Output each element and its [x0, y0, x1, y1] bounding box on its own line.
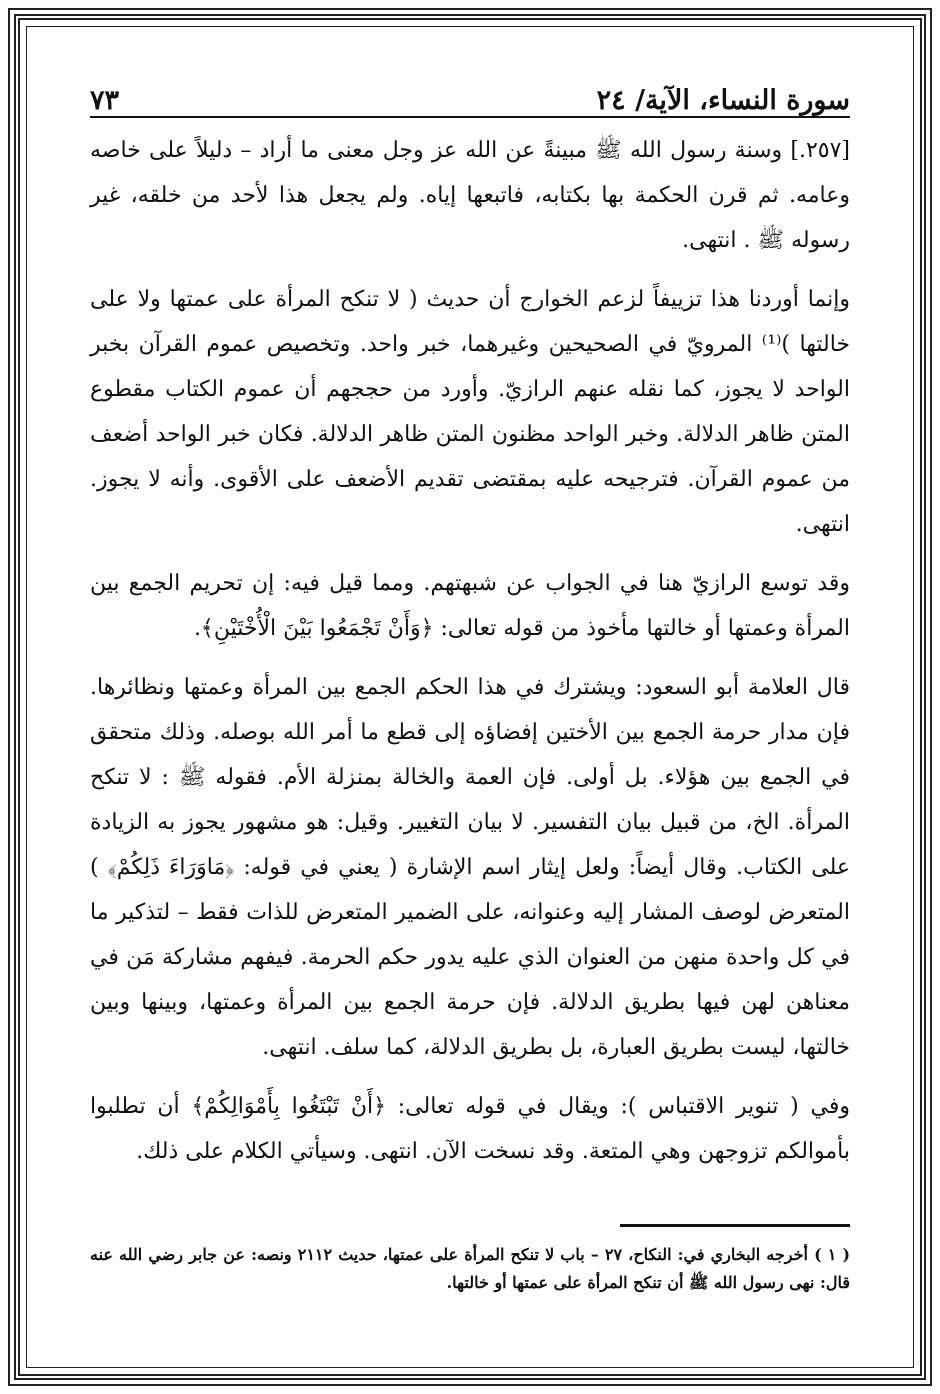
running-title: سورة النساء، الآية/ ٢٤	[596, 85, 850, 116]
paragraph-abu-saud: قال العلامة أبو السعود: ويشترك في هذا الحكم الجمع بين المرأة وعمتها ونظائرها. فإن مدار حرمة الجمع بين الأختين إفضاؤه إلى قطع ما أمر الله بوصله. وذلك متحقق في الجمع بين هؤلاء. بل أولى. فإن العمة والخالة بمنزلة الأم. فقوله ﷺ : لا تنكح المرأة. الخ، من قبيل بيان التفسير. لا بيان التغيير. وقيل: هو مشهور يجوز به الزيادة على الكتاب. وقال أيضاً: ولعل إيثار اسم الإشارة ( يعني في قوله: ﴿مَاوَرَاءَ ذَلِكُمْ﴾ ) المتعرض لوصف المشار إليه وعنوانه، على الضمير المتعرض للذات فقط – لتذكير ما في كل واحدة منهن من العنوان الذي عليه يدور حكم الحرمة. فيفهم مشاركة مَن في معناهن لهن فيها بطريق الدلالة. فإن حرمة الجمع بين المرأة وعمتها، وبينها وبين خالتها، ليست بطريق العبارة، بل بطريق الدلالة، كما سلف. انتهى.	[90, 675, 850, 1060]
paragraph-sunnah: [٢٥٧.] وسنة رسول الله ﷺ مبينةً عن الله عز وجل معنى ما أراد – دليلاً على خاصه وعامه. ثم قرن الحكمة بها بكتابه، فاتبعها إياه. ولم يجعل هذا لأحد من خلقه، غير رسوله ﷺ . انتهى.	[90, 138, 850, 253]
page-number: ٧٣	[90, 85, 120, 116]
paragraph-tanwir: وفي ( تنوير الاقتباس ): ويقال في قوله تعالى: ﴿أَنْ تَبْتَغُوا بِأَمْوَالِكُمْ﴾ أن تطلبوا بأموالكم تزوجهن وهي المتعة. وقد نسخت الآن. انتهى. وسيأتي الكلام على ذلك.	[90, 1094, 850, 1164]
page-header	[90, 70, 850, 118]
paragraph-khawarij: وإنما أوردنا هذا تزييفاً لزعم الخوارج أن حديث ( لا تنكح المرأة على عمتها ولا على خالتها )⁽¹⁾ المرويّ في الصحيحين وغيرهما، خبر واحد. وتخصيص عموم القرآن بخبر الواحد لا يجوز، كما نقله عنهم الرازيّ. وأورد من حججهم أن عموم الكتاب مقطوع المتن ظاهر الدلالة. وخبر الواحد مظنون المتن ظاهر الدلالة. فكان خبر الواحد أضعف من عموم القرآن. فترجيحه عليه بمقتضى تقديم الأضعف على الأقوى. وأنه لا يجوز. انتهى.	[90, 287, 851, 537]
document-page	[90, 70, 850, 1350]
paragraph-razi: وقد توسع الرازيّ هنا في الجواب عن شبهتهم. ومما قيل فيه: إن تحريم الجمع بين المرأة وعمتها أو خالتها مأخوذ من قوله تعالى: ﴿وَأَنْ تَجْمَعُوا بَيْنَ الْأُخْتَيْنِ﴾.	[90, 571, 850, 641]
footnote-separator	[620, 1224, 850, 1227]
footnote: ( ١ ) أخرجه البخاري في: النكاح، ٢٧ – باب لا تنكح المرأة على عمتها، حديث ٢١١٢ ونصه: عن جابر رضي الله عنه قال: نهى رسول الله ﷺ أن تنكح المرأة على عمتها أو خالتها.	[90, 1245, 851, 1292]
page-body	[90, 128, 850, 1174]
